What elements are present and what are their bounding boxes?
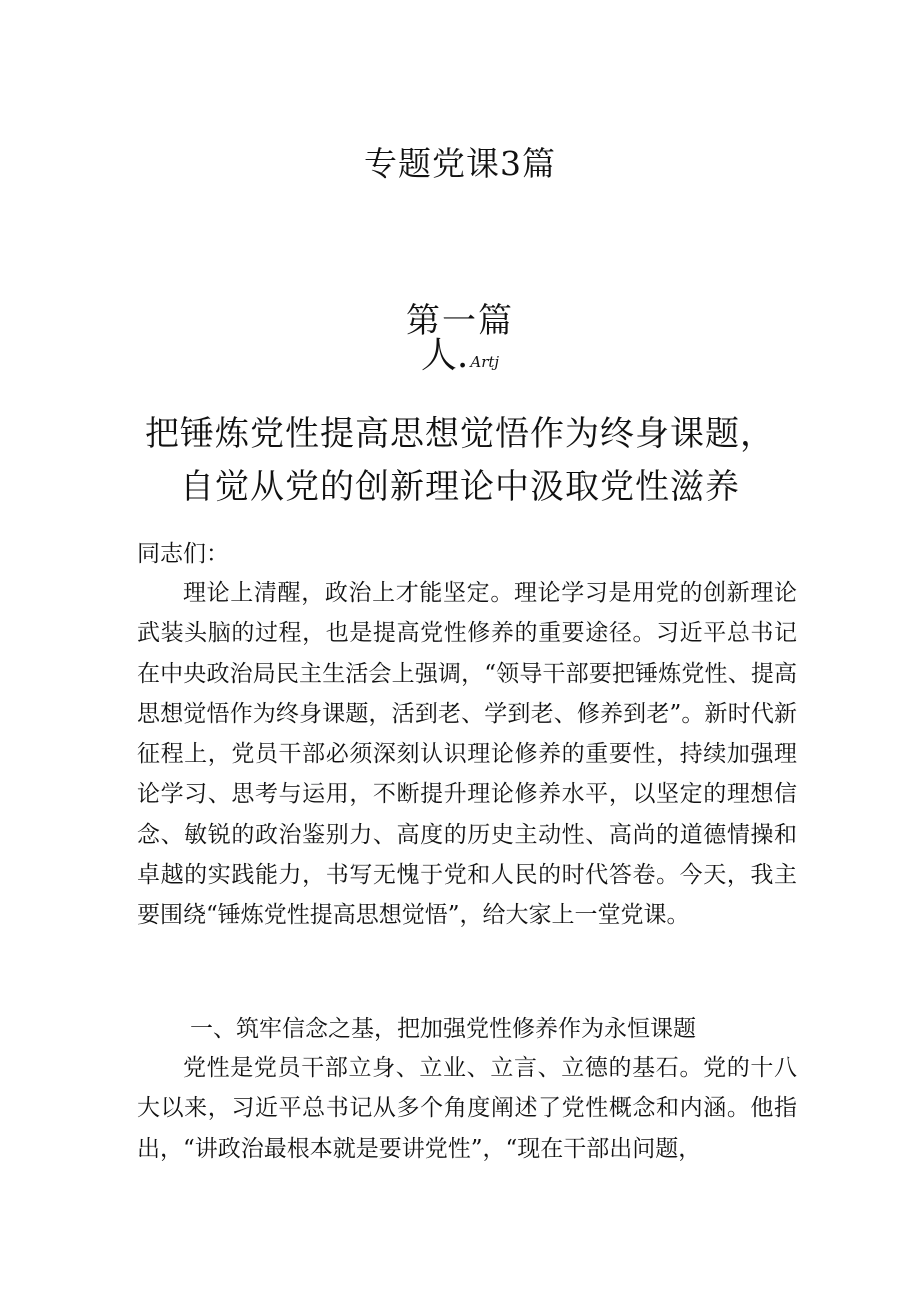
salutation: 同志们： (137, 541, 229, 567)
body-paragraph-1: 理论上清醒，政治上才能坚定。理论学习是用党的创新理论武装头脑的过程，也是提高党性修养的重要途径。习近平总书记在中央政治局民主生活会上强调，“领导干部要把锤炼党性、提高思想觉悟作为终身课题，活到老、学到老、修养到老”。新时代新征程上，党员干部必须深刻认识理论修养的重要性，持续加强理论学习、思考与运用，不断提升理论修养水平，以坚定的理想信念、敏锐的政治鉴别力、高度的历史主动性、高尚的道德情操和卓越的实践能力，书写无愧于党和人民的时代答卷。今天，我主要围绕“锤炼党性提高思想觉悟”，给大家上一堂党课。 (137, 580, 797, 929)
body-paragraph-2: 党性是党员干部立身、立业、立言、立德的基石。党的十八大以来，习近平总书记从多个角度阐述了党性概念和内涵。他指出，“讲政治最根本就是要讲党性”，“现在干部出问题， (137, 1055, 797, 1162)
document-title: 专题党课3篇 (364, 144, 556, 183)
subheading-1: 一、筑牢信念之基，把加强党性修养作为永恒课题 (190, 1016, 696, 1042)
heading-line-1: 把锤炼党性提高思想觉悟作为终身课题， (145, 414, 775, 454)
heading-line-2: 自觉从党的创新理论中汲取党性滋养 (180, 467, 740, 507)
scan-artifact-line (0, 336, 920, 382)
scan-artifact-large-text: 人. (420, 335, 469, 376)
scan-artifact-small-text: Artj (470, 353, 500, 371)
section-label: 第一篇 (406, 301, 514, 341)
